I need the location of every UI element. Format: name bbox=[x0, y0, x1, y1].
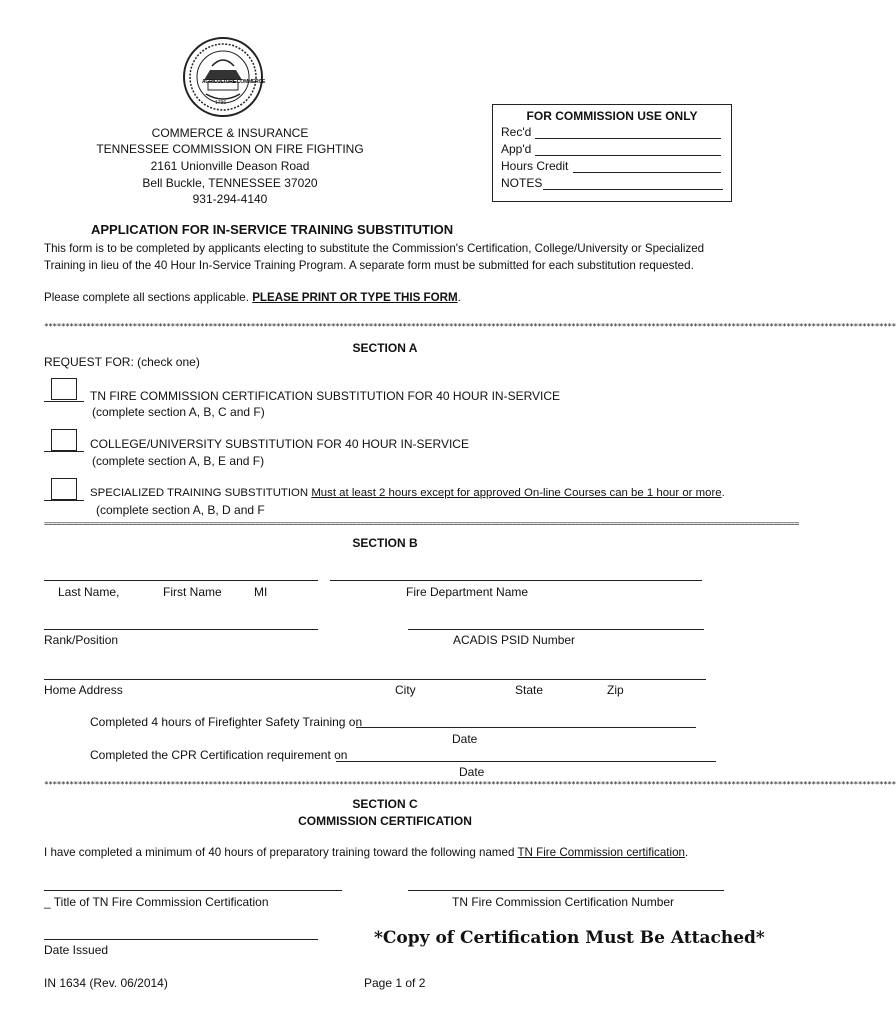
home-address-label: Home Address bbox=[44, 683, 123, 697]
option-2-label: COLLEGE/UNIVERSITY SUBSTITUTION FOR 40 HOUR IN-SERVICE bbox=[90, 437, 469, 451]
option-3-note: (complete section A, B, D and F bbox=[96, 503, 265, 517]
fire-dept-label: Fire Department Name bbox=[406, 585, 529, 599]
appd-label: App'd bbox=[501, 142, 532, 156]
certification-statement-prefix: I have completed a minimum of 40 hours of preparatory training toward the following named bbox=[44, 846, 515, 859]
header-commission: TENNESSEE COMMISSION ON FIRE FIGHTING bbox=[96, 142, 364, 156]
section-c-subtitle: COMMISSION CERTIFICATION bbox=[298, 814, 472, 828]
cert-number-line[interactable] bbox=[408, 890, 724, 891]
form-id: IN 1634 (Rev. 06/2014) bbox=[44, 976, 168, 990]
option-3-checkbox[interactable] bbox=[51, 478, 77, 500]
header-address1: 2161 Unionville Deason Road bbox=[150, 159, 310, 173]
notes-label: NOTES bbox=[501, 176, 543, 190]
option-1-note: (complete section A, B, C and F) bbox=[92, 405, 265, 419]
section-b-title: SECTION B bbox=[352, 536, 418, 550]
city-label: City bbox=[395, 683, 416, 697]
seal-text: AGRICULTURE COMMERCE bbox=[202, 79, 266, 85]
attach-notice: *Copy of Certification Must Be Attached* bbox=[374, 928, 765, 948]
recd-line[interactable] bbox=[535, 138, 721, 139]
fire-dept-line[interactable] bbox=[330, 580, 702, 581]
safety-training-label: Completed 4 hours of Firefighter Safety Training on bbox=[90, 715, 363, 729]
hours-credit-label: Hours Credit bbox=[501, 159, 569, 173]
appd-line[interactable] bbox=[535, 155, 721, 156]
print-instruction-prefix: Please complete all sections applicable. bbox=[44, 291, 249, 304]
form-title: APPLICATION FOR IN-SERVICE TRAINING SUBSTITUTION bbox=[91, 222, 454, 237]
cert-title-line[interactable] bbox=[44, 890, 342, 891]
header-phone: 931-294-4140 bbox=[192, 192, 268, 206]
request-for-label: REQUEST FOR: (check one) bbox=[44, 355, 200, 369]
cert-number-label: TN Fire Commission Certification Number bbox=[452, 895, 675, 909]
option-3-requirement: Must at least 2 hours except for approved On-line Courses can be 1 hour or more bbox=[311, 487, 722, 499]
certification-statement-emph: TN Fire Commission certification bbox=[517, 846, 685, 859]
rank-label: Rank/Position bbox=[44, 633, 119, 647]
commission-use-box bbox=[492, 104, 732, 202]
name-line[interactable] bbox=[44, 580, 318, 581]
date-issued-label: Date Issued bbox=[44, 943, 109, 957]
certification-statement-suffix: . bbox=[684, 846, 689, 859]
section-a-title: SECTION A bbox=[352, 341, 418, 355]
safety-date-label: Date bbox=[452, 732, 478, 746]
notes-line[interactable] bbox=[543, 189, 723, 190]
commission-use-title: FOR COMMISSION USE ONLY bbox=[526, 109, 698, 123]
recd-label: Rec'd bbox=[501, 125, 532, 139]
state-seal bbox=[182, 36, 264, 118]
option-2-checkbox[interactable] bbox=[51, 429, 77, 451]
header-address2: Bell Buckle, TENNESSEE 37020 bbox=[142, 176, 318, 190]
section-c-title: SECTION C bbox=[352, 797, 418, 811]
header-dept: COMMERCE & INSURANCE bbox=[151, 126, 309, 140]
hours-credit-line[interactable] bbox=[573, 172, 721, 173]
intro-line-1: This form is to be completed by applicants electing to substitute the Commission's Certification, College/University or Specialized bbox=[44, 242, 705, 255]
last-name-label: Last Name, bbox=[58, 585, 120, 599]
seal-year: 1796 bbox=[215, 100, 227, 106]
option-1-checkbox-line bbox=[44, 401, 84, 402]
mi-label: MI bbox=[254, 585, 268, 599]
cpr-date-line[interactable] bbox=[336, 761, 716, 762]
option-3-label: SPECIALIZED TRAINING SUBSTITUTION bbox=[90, 487, 309, 499]
home-address-line[interactable] bbox=[44, 679, 706, 680]
option-3-checkbox-line bbox=[44, 500, 84, 501]
print-instruction bbox=[44, 291, 461, 304]
rank-line[interactable] bbox=[44, 629, 318, 630]
equals-separator: =================================================================================================================================================================================== bbox=[44, 519, 799, 528]
star-separator-2: ********************************************************************************************************************************************************************************************************** bbox=[44, 780, 896, 789]
intro-line-2: Training in lieu of the 40 Hour In-Service Training Program. A separate form must be submitted for each substitution requested. bbox=[44, 259, 694, 272]
cpr-date-label: Date bbox=[459, 765, 485, 779]
print-instruction-emph: PLEASE PRINT OR TYPE THIS FORM bbox=[252, 291, 458, 304]
zip-label: Zip bbox=[607, 683, 624, 697]
cpr-label: Completed the CPR Certification requirement on bbox=[90, 748, 348, 762]
first-name-label: First Name bbox=[163, 585, 222, 599]
print-instruction-suffix: . bbox=[457, 291, 461, 304]
cert-title-label: _ Title of TN Fire Commission Certification bbox=[44, 895, 269, 909]
option-2-note: (complete section A, B, E and F) bbox=[92, 454, 265, 468]
option-3-label-row: SPECIALIZED TRAINING SUBSTITUTION Must at least 2 hours except for approved On-line Courses can be 1 hour or more. bbox=[90, 487, 725, 499]
option-1-checkbox[interactable] bbox=[51, 378, 77, 400]
option-1-label: TN FIRE COMMISSION CERTIFICATION SUBSTITUTION FOR 40 HOUR IN-SERVICE bbox=[90, 389, 561, 403]
acadis-label: ACADIS PSID Number bbox=[453, 633, 576, 647]
certification-statement bbox=[44, 846, 688, 859]
date-issued-line[interactable] bbox=[44, 939, 318, 940]
page-number: Page 1 of 2 bbox=[364, 976, 426, 990]
safety-training-date-line[interactable] bbox=[356, 727, 696, 728]
state-label: State bbox=[515, 683, 544, 697]
option-2-checkbox-line bbox=[44, 451, 84, 452]
acadis-line[interactable] bbox=[408, 629, 704, 630]
star-separator-1: ********************************************************************************************************************************************************************************************************** bbox=[44, 322, 896, 331]
